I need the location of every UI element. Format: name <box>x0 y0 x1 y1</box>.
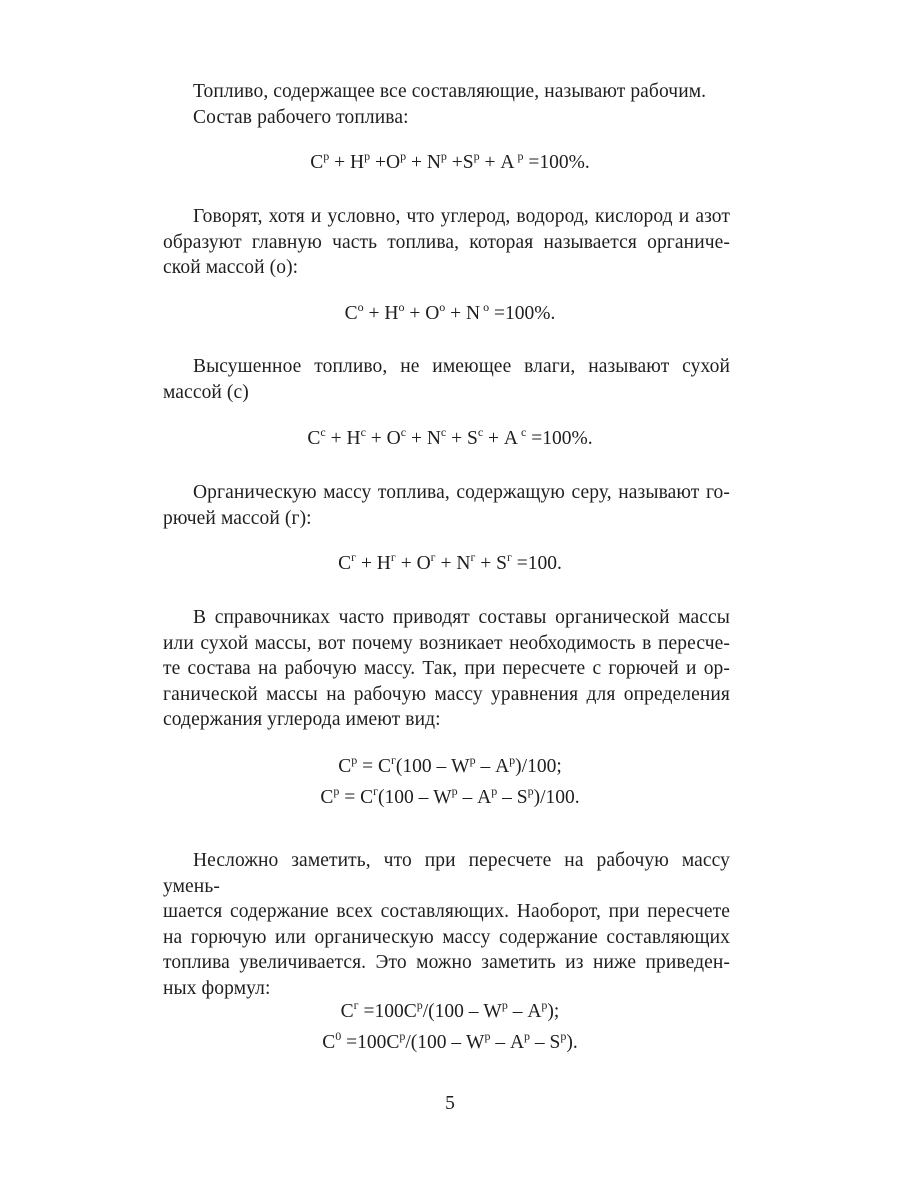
text-line: ганической массы на рабочую массу уравнения для определения <box>163 683 730 705</box>
text-line: Топливо, содержащее все составляющие, называют рабочим. <box>193 81 707 102</box>
equation-superscript: о <box>398 300 405 314</box>
equation-superscript: г <box>470 550 476 564</box>
equation-superscript: с <box>320 425 326 439</box>
equation-dry-mass <box>0 426 900 451</box>
equation-term: )/100. <box>533 787 580 808</box>
equation-term: + O <box>404 303 440 324</box>
equation-line <box>0 999 900 1024</box>
paragraph-recalculation <box>163 605 730 733</box>
equation-term: C <box>340 1001 354 1022</box>
equation-term: =100. <box>511 553 562 574</box>
text-line: те состава на рабочую массу. Так, при пересчете с горючей и ор- <box>163 658 730 679</box>
equation-line <box>0 426 900 451</box>
equation-term: =100%. <box>489 303 556 324</box>
equation-superscript: р <box>491 784 498 798</box>
text-line: образуют главную часть топлива, которая называется органиче- <box>163 231 730 253</box>
equation-superscript: р <box>469 753 476 767</box>
equation-superscript: р <box>501 998 508 1012</box>
equation-term: C <box>320 787 334 808</box>
text-line: на горючую или органическую массу содержание составляющих <box>163 926 730 948</box>
text-line: шается содержание всех составляющих. Наоборот, при пересчете <box>163 901 730 922</box>
equation-line <box>0 785 900 810</box>
paragraph-working-fuel <box>163 79 730 130</box>
equation-term: = C <box>357 756 391 777</box>
equation-superscript: р <box>333 784 340 798</box>
equation-superscript: о <box>357 300 364 314</box>
equation-term: + O <box>395 553 431 574</box>
equation-superscript: г <box>430 550 436 564</box>
equation-term: – A <box>475 756 510 777</box>
equation-superscript: о <box>480 300 490 314</box>
equation-term: + N <box>406 428 441 449</box>
equation-superscript: с <box>477 425 484 439</box>
paragraph-dry-mass <box>163 354 730 405</box>
equation-line <box>0 551 900 576</box>
equation-superscript: р <box>451 784 458 798</box>
equation-line <box>0 754 900 779</box>
equation-term: C <box>307 428 321 449</box>
equation-term: C <box>338 553 352 574</box>
equation-term: + H <box>329 152 365 173</box>
equation-term: + A <box>479 152 515 173</box>
equation-term: =100%. <box>523 152 590 173</box>
equation-term: C <box>344 303 358 324</box>
equation-term: =100C <box>358 1001 417 1022</box>
equation-term: =100%. <box>526 428 593 449</box>
equation-term: + N <box>435 553 471 574</box>
equation-superscript: р <box>400 149 407 163</box>
equation-term: + O <box>365 428 401 449</box>
equation-superscript: р <box>399 1029 406 1043</box>
text-line: ных формул: <box>163 977 271 999</box>
equation-term: )/100; <box>515 756 562 777</box>
paragraph-conclusion <box>163 848 730 1001</box>
text-line: рючей массой (г): <box>163 507 312 529</box>
equation-superscript: г <box>373 784 379 798</box>
equation-superscript: р <box>323 149 330 163</box>
equation-line <box>0 1030 900 1055</box>
equation-term: +S <box>446 152 474 173</box>
text-line: или сухой массы, вот почему возникает необходимость в пересче- <box>163 632 730 654</box>
equation-superscript: р <box>351 753 358 767</box>
equation-combustible-mass <box>0 551 900 576</box>
equation-term: +O <box>370 152 401 173</box>
equation-term: /(100 – W <box>422 1001 502 1022</box>
text-line: ской массой (о): <box>163 257 299 278</box>
text-line: Состав рабочего топлива: <box>193 106 409 128</box>
text-line: Органическую массу топлива, содержащую серу, называют го- <box>193 482 730 503</box>
text-line: Несложно заметить, что при пересчете на рабочую массу умень- <box>163 850 730 897</box>
equation-superscript: р <box>484 1029 491 1043</box>
equation-term: (100 – W <box>378 787 452 808</box>
equation-superscript: р <box>527 784 534 798</box>
equation-superscript: с <box>518 425 527 439</box>
equation-term: /(100 – W <box>405 1032 485 1053</box>
equation-working-fuel <box>0 150 900 175</box>
equation-term: C <box>322 1032 336 1053</box>
equation-organic-mass <box>0 301 900 326</box>
equation-term: + S <box>475 553 507 574</box>
equation-term: – S <box>530 1032 561 1053</box>
equation-carbon-recalc <box>0 999 900 1055</box>
text-line: В справочниках часто приводят составы органической массы <box>193 607 730 628</box>
text-line: Высушенное топливо, не имеющее влаги, называют сухой <box>193 356 730 377</box>
equation-superscript: р <box>473 149 480 163</box>
equation-term: ); <box>547 1001 560 1022</box>
equation-superscript: р <box>560 1029 567 1043</box>
text-line: массой (с) <box>163 381 249 403</box>
equation-superscript: о <box>439 300 446 314</box>
equation-term: + H <box>325 428 361 449</box>
equation-term: C <box>310 152 324 173</box>
equation-line <box>0 150 900 175</box>
equation-term: + N <box>406 152 441 173</box>
equation-superscript: г <box>353 998 359 1012</box>
equation-line <box>0 301 900 326</box>
equation-superscript: с <box>400 425 407 439</box>
text-line: Говорят, хотя и условно, что углерод, водород, кислород и азот <box>193 206 730 227</box>
equation-superscript: г <box>506 550 512 564</box>
equation-superscript: р <box>541 998 548 1012</box>
equation-carbon-working <box>0 754 900 810</box>
equation-term: + N <box>445 303 481 324</box>
equation-term: + A <box>483 428 519 449</box>
equation-term: (100 – W <box>395 756 470 777</box>
equation-superscript: р <box>509 753 516 767</box>
equation-superscript: р <box>514 149 524 163</box>
paragraph-combustible-mass <box>163 480 730 531</box>
equation-term: =100C <box>341 1032 400 1053</box>
equation-superscript: р <box>364 149 371 163</box>
equation-term: – S <box>497 787 528 808</box>
equation-term: + S <box>446 428 478 449</box>
equation-superscript: 0 <box>335 1029 342 1043</box>
page-number: 5 <box>445 1093 455 1114</box>
equation-term: – A <box>457 787 492 808</box>
equation-superscript: с <box>360 425 366 439</box>
equation-superscript: р <box>416 998 423 1012</box>
equation-superscript: г <box>351 550 357 564</box>
equation-term: + H <box>356 553 391 574</box>
equation-term: C <box>338 756 352 777</box>
equation-superscript: с <box>440 425 447 439</box>
equation-superscript: г <box>391 753 396 767</box>
equation-superscript: г <box>390 550 396 564</box>
equation-term: – A <box>490 1032 525 1053</box>
text-line: содержания углерода имеют вид: <box>163 709 441 730</box>
equation-term: + H <box>363 303 399 324</box>
text-line: топлива увеличивается. Это можно заметить из ниже приведен- <box>163 952 730 973</box>
equation-term: = C <box>339 787 374 808</box>
equation-superscript: р <box>440 149 447 163</box>
equation-term: – A <box>507 1001 542 1022</box>
equation-superscript: р <box>524 1029 531 1043</box>
paragraph-organic-mass <box>163 204 730 281</box>
equation-term: ). <box>566 1032 578 1053</box>
